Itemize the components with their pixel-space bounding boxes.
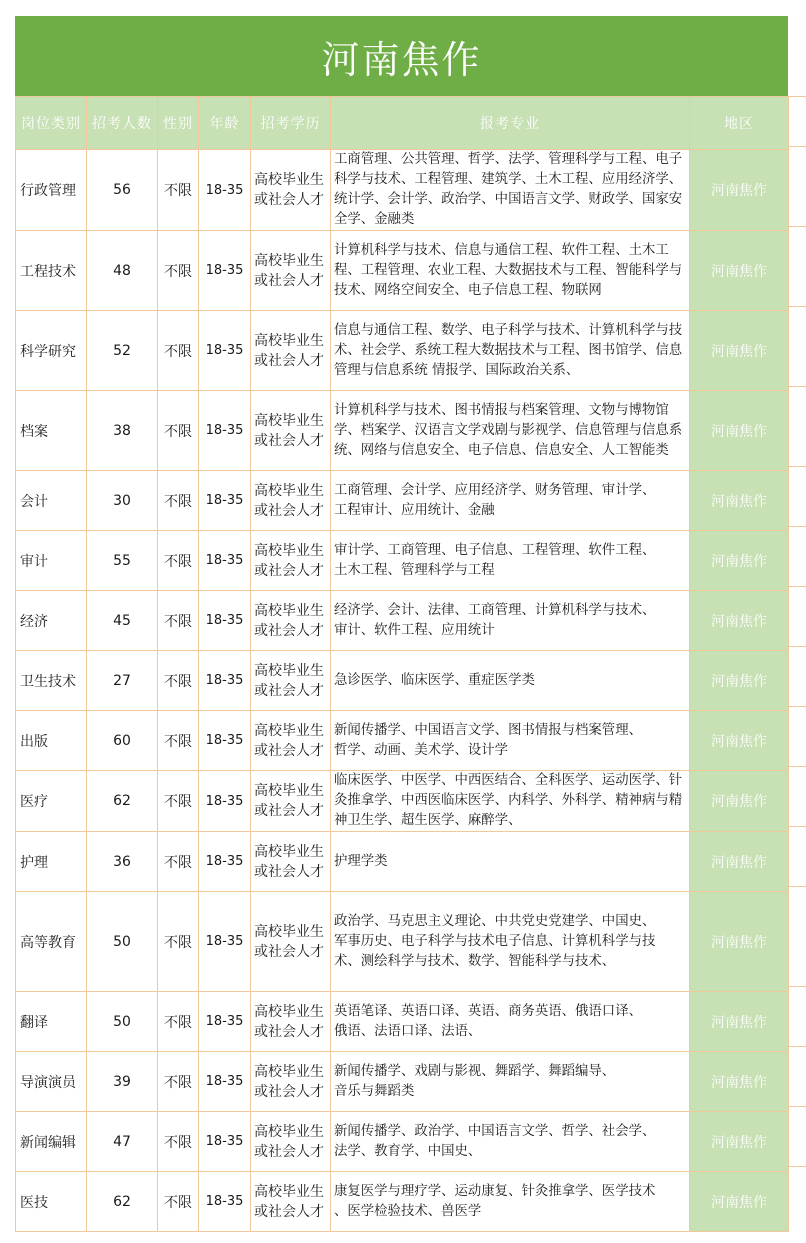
table-row (16, 531, 789, 591)
cell-majors: 护理学类 (331, 832, 690, 892)
cell-gender: 不限 (158, 150, 199, 231)
cell-age: 18-35 (199, 591, 251, 651)
cell-category: 经济 (16, 591, 87, 651)
table-row (16, 992, 789, 1052)
cell-category: 工程技术 (16, 231, 87, 311)
gridline (788, 226, 806, 227)
cell-category: 档案 (16, 391, 87, 471)
cell-category: 审计 (16, 531, 87, 591)
cell-region: 河南焦作 (690, 1172, 789, 1232)
right-grid-edge (788, 96, 806, 1231)
cell-gender: 不限 (158, 311, 199, 391)
cell-majors: 审计学、工商管理、电子信息、工程管理、软件工程、 土木工程、管理科学与工程 (331, 531, 690, 591)
table-row (16, 651, 789, 711)
cell-category: 出版 (16, 711, 87, 771)
cell-gender: 不限 (158, 771, 199, 832)
cell-age: 18-35 (199, 992, 251, 1052)
cell-category: 行政管理 (16, 150, 87, 231)
cell-education: 高校毕业生或社会人才 (251, 1172, 331, 1232)
cell-majors: 工商管理、公共管理、哲学、法学、管理科学与工程、电子科学与技术、工程管理、建筑学、土木工程、应用经济学、统计学、会计学、政治学、中国语言文学、财政学、国家安全学、金融类 (331, 150, 690, 231)
cell-category: 导演演员 (16, 1052, 87, 1112)
cell-age: 18-35 (199, 771, 251, 832)
table-row (16, 591, 789, 651)
cell-age: 18-35 (199, 832, 251, 892)
cell-majors: 计算机科学与技术、信息与通信工程、软件工程、土木工程、工程管理、农业工程、大数据技术与工程、智能科学与技术、网络空间安全、电子信息工程、物联网 (331, 231, 690, 311)
cell-region: 河南焦作 (690, 892, 789, 992)
header-region: 地区 (690, 97, 789, 150)
cell-gender: 不限 (158, 531, 199, 591)
cell-age: 18-35 (199, 531, 251, 591)
cell-age: 18-35 (199, 651, 251, 711)
header-gender: 性别 (158, 97, 199, 150)
table-row (16, 1052, 789, 1112)
cell-region: 河南焦作 (690, 391, 789, 471)
table-row (16, 311, 789, 391)
cell-gender: 不限 (158, 711, 199, 771)
cell-education: 高校毕业生或社会人才 (251, 311, 331, 391)
cell-count: 39 (87, 1052, 158, 1112)
recruitment-table (15, 96, 789, 1232)
cell-age: 18-35 (199, 231, 251, 311)
cell-gender: 不限 (158, 832, 199, 892)
cell-age: 18-35 (199, 311, 251, 391)
gridline (788, 526, 806, 527)
cell-gender: 不限 (158, 1112, 199, 1172)
cell-region: 河南焦作 (690, 231, 789, 311)
cell-age: 18-35 (199, 150, 251, 231)
cell-category: 会计 (16, 471, 87, 531)
cell-age: 18-35 (199, 1052, 251, 1112)
cell-gender: 不限 (158, 1172, 199, 1232)
cell-category: 医疗 (16, 771, 87, 832)
cell-count: 62 (87, 1172, 158, 1232)
page-title: 河南焦作 (15, 16, 788, 96)
cell-education: 高校毕业生或社会人才 (251, 231, 331, 311)
cell-education: 高校毕业生或社会人才 (251, 591, 331, 651)
cell-education: 高校毕业生或社会人才 (251, 832, 331, 892)
gridline (788, 1046, 806, 1047)
cell-count: 52 (87, 311, 158, 391)
cell-count: 38 (87, 391, 158, 471)
cell-category: 护理 (16, 832, 87, 892)
cell-education: 高校毕业生或社会人才 (251, 892, 331, 992)
table-row (16, 892, 789, 992)
cell-majors: 康复医学与理疗学、运动康复、针灸推拿学、医学技术 、医学检验技术、兽医学 (331, 1172, 690, 1232)
cell-count: 48 (87, 231, 158, 311)
header-row (16, 97, 789, 150)
cell-education: 高校毕业生或社会人才 (251, 771, 331, 832)
cell-region: 河南焦作 (690, 591, 789, 651)
cell-category: 卫生技术 (16, 651, 87, 711)
gridline (788, 826, 806, 827)
cell-age: 18-35 (199, 1112, 251, 1172)
gridline (788, 306, 806, 307)
cell-region: 河南焦作 (690, 992, 789, 1052)
header-category: 岗位类别 (16, 97, 87, 150)
header-majors: 报考专业 (331, 97, 690, 150)
cell-count: 50 (87, 992, 158, 1052)
cell-gender: 不限 (158, 391, 199, 471)
table-row (16, 150, 789, 231)
gridline (788, 886, 806, 887)
cell-education: 高校毕业生或社会人才 (251, 150, 331, 231)
cell-majors: 新闻传播学、政治学、中国语言文学、哲学、社会学、 法学、教育学、中国史、 (331, 1112, 690, 1172)
table-row (16, 1172, 789, 1232)
gridline (788, 386, 806, 387)
cell-age: 18-35 (199, 892, 251, 992)
cell-majors: 工商管理、会计学、应用经济学、财务管理、审计学、 工程审计、应用统计、金融 (331, 471, 690, 531)
cell-category: 医技 (16, 1172, 87, 1232)
cell-count: 56 (87, 150, 158, 231)
cell-count: 27 (87, 651, 158, 711)
cell-majors: 信息与通信工程、数学、电子科学与技术、计算机科学与技术、社会学、系统工程大数据技术与工程、图书馆学、信息管理与信息系统 情报学、国际政治关系、 (331, 311, 690, 391)
cell-region: 河南焦作 (690, 832, 789, 892)
gridline (788, 706, 806, 707)
cell-majors: 新闻传播学、戏剧与影视、舞蹈学、舞蹈编导、 音乐与舞蹈类 (331, 1052, 690, 1112)
cell-gender: 不限 (158, 591, 199, 651)
cell-education: 高校毕业生或社会人才 (251, 711, 331, 771)
table-row (16, 471, 789, 531)
cell-region: 河南焦作 (690, 1112, 789, 1172)
table-row (16, 711, 789, 771)
cell-education: 高校毕业生或社会人才 (251, 471, 331, 531)
cell-region: 河南焦作 (690, 651, 789, 711)
cell-region: 河南焦作 (690, 531, 789, 591)
cell-gender: 不限 (158, 471, 199, 531)
gridline (788, 146, 806, 147)
cell-majors: 英语笔译、英语口译、英语、商务英语、俄语口译、 俄语、法语口译、法语、 (331, 992, 690, 1052)
cell-majors: 急诊医学、临床医学、重症医学类 (331, 651, 690, 711)
cell-category: 翻译 (16, 992, 87, 1052)
cell-count: 60 (87, 711, 158, 771)
table-row (16, 832, 789, 892)
cell-count: 47 (87, 1112, 158, 1172)
cell-education: 高校毕业生或社会人才 (251, 1052, 331, 1112)
gridline (788, 586, 806, 587)
cell-region: 河南焦作 (690, 150, 789, 231)
gridline (788, 466, 806, 467)
cell-education: 高校毕业生或社会人才 (251, 391, 331, 471)
cell-region: 河南焦作 (690, 1052, 789, 1112)
cell-gender: 不限 (158, 651, 199, 711)
cell-gender: 不限 (158, 231, 199, 311)
header-education: 招考学历 (251, 97, 331, 150)
header-count: 招考人数 (87, 97, 158, 150)
gridline (788, 986, 806, 987)
cell-region: 河南焦作 (690, 471, 789, 531)
gridline (788, 96, 806, 97)
cell-age: 18-35 (199, 471, 251, 531)
cell-region: 河南焦作 (690, 711, 789, 771)
cell-count: 45 (87, 591, 158, 651)
cell-majors: 新闻传播学、中国语言文学、图书情报与档案管理、 哲学、动画、美术学、设计学 (331, 711, 690, 771)
cell-education: 高校毕业生或社会人才 (251, 1112, 331, 1172)
cell-majors: 计算机科学与技术、图书情报与档案管理、文物与博物馆学、档案学、汉语言文学戏剧与影视学、信息管理与信息系统、网络与信息安全、电子信息、信息安全、人工智能类 (331, 391, 690, 471)
table-row (16, 231, 789, 311)
cell-education: 高校毕业生或社会人才 (251, 992, 331, 1052)
cell-age: 18-35 (199, 1172, 251, 1232)
gridline (788, 1106, 806, 1107)
cell-category: 科学研究 (16, 311, 87, 391)
cell-education: 高校毕业生或社会人才 (251, 531, 331, 591)
cell-majors: 政治学、马克思主义理论、中共党史党建学、中国史、 军事历史、电子科学与技术电子信息、计算机科学与技 术、测绘科学与技术、数学、智能科学与技术、 (331, 892, 690, 992)
gridline (788, 646, 806, 647)
cell-count: 55 (87, 531, 158, 591)
cell-count: 36 (87, 832, 158, 892)
cell-region: 河南焦作 (690, 311, 789, 391)
cell-age: 18-35 (199, 391, 251, 471)
cell-gender: 不限 (158, 992, 199, 1052)
cell-age: 18-35 (199, 711, 251, 771)
cell-gender: 不限 (158, 1052, 199, 1112)
cell-region: 河南焦作 (690, 771, 789, 832)
table-row (16, 391, 789, 471)
cell-category: 高等教育 (16, 892, 87, 992)
cell-education: 高校毕业生或社会人才 (251, 651, 331, 711)
header-age: 年龄 (199, 97, 251, 150)
gridline (788, 1166, 806, 1167)
cell-majors: 临床医学、中医学、中西医结合、全科医学、运动医学、针灸推拿学、中西医临床医学、内科学、外科学、精神病与精神卫生学、超生医学、麻醉学、 (331, 771, 690, 832)
cell-majors: 经济学、会计、法律、工商管理、计算机科学与技术、 审计、软件工程、应用统计 (331, 591, 690, 651)
cell-category: 新闻编辑 (16, 1112, 87, 1172)
table-row (16, 771, 789, 832)
cell-count: 62 (87, 771, 158, 832)
gridline (788, 766, 806, 767)
cell-gender: 不限 (158, 892, 199, 992)
cell-count: 30 (87, 471, 158, 531)
cell-count: 50 (87, 892, 158, 992)
table-row (16, 1112, 789, 1172)
